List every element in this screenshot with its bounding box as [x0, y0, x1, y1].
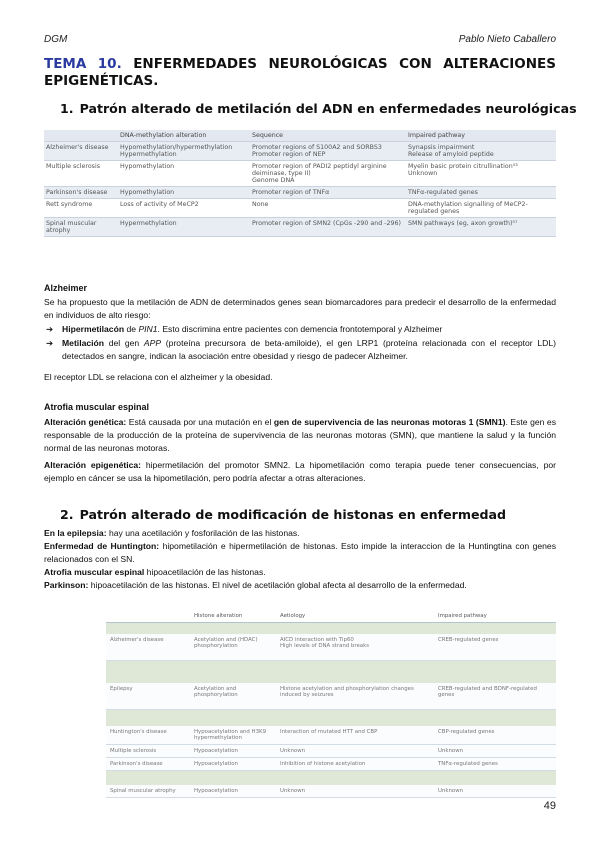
section2-title: Patrón alterado de modificación de histonas en enfermedad: [79, 507, 507, 522]
table-cell: Hypoacetylation: [190, 745, 276, 758]
hist-text: hipoacetilación de las histonas. El nivel de acetilación global afecta al desarrollo de la enfermedad.: [88, 580, 467, 590]
histone-line-huntington: [44, 540, 556, 566]
table-cell: Unknown: [276, 745, 434, 758]
table-cell: Spinal muscular atrophy: [106, 785, 190, 798]
alzheimer-heading: Alzheimer: [44, 283, 88, 293]
ame-genetic-text: . Este gen es responsable de la producción de la proteína de supervivencia de las neuronas motoras (SMN), que mantiene la salud y la función normal de las neuronas motoras.: [44, 417, 556, 453]
section1-number: 1.: [60, 101, 74, 116]
table-cell: Acetylation and (HDAC) phosphorylation: [190, 634, 276, 661]
table-cell: CREB-regulated and BDNF-regulated genes: [434, 683, 556, 710]
table2-header: Impaired pathway: [434, 610, 556, 623]
table-cell: Parkinson's disease: [106, 758, 190, 771]
table2-header: Aetiology: [276, 610, 434, 623]
table-cell: Hypoacetylation: [190, 758, 276, 771]
list-item: [46, 337, 556, 363]
bullet2-text: (proteína precursora de beta-amiloide), el gen LRP1 (proteína relacionada con el receptor LDL) detectados en sangre, indican la asociación entre obesidad y riesgo de padecer Alzheimer.: [62, 338, 556, 361]
table-cell: Multiple sclerosis: [106, 745, 190, 758]
table1-header: Sequence: [250, 130, 406, 142]
ame-epigenetic-text: hipermetilación del promotor SMN2. La hipometilación como terapia puede tener consecuencias, por ejemplo en cáncer se usa la hipometilación, pero podría afectar a otras alteraciones.: [44, 460, 556, 483]
table-row: [106, 634, 556, 661]
section1-title: Patrón alterado de metilación del ADN en enfermedades neurológicas: [79, 101, 577, 116]
table-cell: Loss of activity of MeCP2: [120, 201, 199, 208]
arrow-icon: ➔: [46, 324, 54, 334]
table1-header: Impaired pathway: [406, 130, 556, 142]
bullet1-text: . Esto discrimina entre pacientes con demencia frontotemporal y Alzheimer: [157, 324, 443, 334]
table-row: [44, 218, 556, 237]
table-cell: Parkinson's disease: [44, 187, 118, 199]
table-row: [106, 745, 556, 758]
ame-genetic-paragraph: [44, 416, 556, 455]
hist-label: En la epilepsia:: [44, 528, 107, 538]
ame-genetic-text: Está causada por una mutación en el: [126, 417, 274, 427]
ame-heading: Atrofia muscular espinal: [44, 402, 150, 412]
table-band: [106, 710, 556, 727]
table-cell: Promoter region of SMN2 (CpGs -290 and -296): [250, 218, 406, 237]
table1-header: [44, 130, 118, 142]
table-cell: Histone acetylation and phosphorylation changes induced by seizures: [276, 683, 434, 710]
table-band: [106, 771, 556, 786]
table-row: [106, 785, 556, 798]
title-line1: ENFERMEDADES NEUROLÓGICAS CON ALTERACIONES: [133, 56, 556, 72]
table-cell: Hypomethylation: [118, 187, 250, 199]
table-cell: Hypermethylation: [118, 218, 250, 237]
table-row: [44, 161, 556, 187]
table-cell: Multiple sclerosis: [46, 163, 100, 170]
table-cell: Unknown: [434, 785, 556, 798]
arrow-icon: ➔: [46, 338, 54, 348]
table-cell: DNA-methylation signalling of MeCP2-regulated genes: [408, 201, 528, 215]
table-cell: Epilepsy: [106, 683, 190, 710]
table-cell: Unknown: [434, 745, 556, 758]
section1-heading: [60, 101, 577, 116]
table2-header: Histone alteration: [190, 610, 276, 623]
list-item: [46, 323, 556, 336]
title-line2: EPIGENÉTICAS.: [44, 73, 159, 89]
table-cell: Hypomethylation: [120, 163, 175, 170]
table2-header: [106, 610, 190, 623]
header-left: DGM: [44, 34, 68, 45]
table-cell: Interaction of mutated HTT and CBP: [276, 726, 434, 745]
page-title: [44, 56, 556, 90]
bullet1-bold: Hipermetilacón: [62, 324, 125, 334]
header-right: Pablo Nieto Caballero: [458, 34, 556, 45]
table-cell: CREB-regulated genes: [434, 634, 556, 661]
section2-heading: [60, 507, 506, 522]
histone-line-epilepsy: [44, 527, 556, 540]
table-row: [106, 683, 556, 710]
alzheimer-closing: El receptor LDL se relaciona con el alzheimer y la obesidad.: [44, 372, 273, 382]
table-cell: Unknown: [276, 785, 434, 798]
table-cell: Synapsis impairment Release of amyloid peptide: [406, 142, 556, 161]
table-cell: CBP-regulated genes: [434, 726, 556, 745]
table-cell: SMN pathways (eg, axon growth)⁵⁷: [406, 218, 556, 237]
histone-paragraph: [44, 527, 556, 592]
ame-genetic-label: Alteración genética:: [44, 417, 127, 427]
table-cell: Myelin basic protein citrullination⁵³ Unknown: [408, 163, 518, 177]
table-cell: Promoter regions of S100A2 and SORBS3 Promoter region of NEP: [250, 142, 406, 161]
table-row: [106, 726, 556, 745]
bullet2-text: del gen: [104, 338, 144, 348]
bullet1-gene: PIN1: [138, 324, 158, 334]
table-cell: Alzheimer's disease: [44, 142, 118, 161]
table-row: [44, 199, 556, 218]
table-cell: TNFα-regulated genes: [434, 758, 556, 771]
histone-modification-table: [106, 610, 556, 798]
table-cell: Hypoacetylation: [190, 785, 276, 798]
table-band: [106, 623, 556, 635]
table-cell: Huntington's disease: [106, 726, 190, 745]
bullet1-text: de: [124, 324, 139, 334]
ame-epigenetic-label: Alteración epigenética:: [44, 460, 142, 470]
page-number: 49: [543, 800, 556, 812]
table-cell: Alzheimer's disease: [106, 634, 190, 661]
tema-label: TEMA 10.: [44, 56, 122, 72]
table-band: [106, 661, 556, 684]
bullet2-gene: APP: [143, 338, 162, 348]
table-cell: None: [252, 201, 269, 208]
table-row: [44, 187, 556, 199]
table-cell: AICD interaction with Tip60 High levels of DNA strand breaks: [276, 634, 434, 661]
hist-label: Parkinson:: [44, 580, 89, 590]
hist-text: hipometilación e hipermetilación de histonas. Esto impide la interaccion de la Huntingtina con genes relacionados con el SN.: [44, 541, 556, 564]
hist-label: Enfermedad de Huntington:: [44, 541, 160, 551]
hist-text: hipoacetilación de las histonas.: [144, 567, 266, 577]
alzheimer-paragraph: Se ha propuesto que la metilación de ADN de determinados genes sean biomarcadores para predecir el desarrollo de la enfermedad en individuos de alto riesgo:: [44, 297, 556, 320]
histone-line-ame: [44, 566, 556, 579]
hist-label: Atrofia muscular espinal: [44, 567, 145, 577]
table-cell: Hypomethylation/hypermethylation Hypermethylation: [118, 142, 250, 161]
table-cell: TNFα-regulated genes: [406, 187, 556, 199]
table-cell: Hypoacetylation and H3K9 hypermethylation: [190, 726, 276, 745]
table-cell: Acetylation and phosphorylation: [190, 683, 276, 710]
table-cell: Promoter region of TNFα: [250, 187, 406, 199]
ame-gene-name: gen de supervivencia de las neuronas motoras 1 (SMN1): [273, 417, 506, 427]
table-cell: Inhibition of histone acetylation: [276, 758, 434, 771]
section2-number: 2.: [60, 507, 74, 522]
table-cell: Spinal muscular atrophy: [44, 218, 118, 237]
table-row: [44, 142, 556, 161]
bullet2-bold: Metilación: [62, 338, 105, 348]
table-cell: Promoter region of PADI2 peptidyl arginine deiminase, type II) Genome DNA: [252, 163, 387, 184]
table1-header: DNA-methylation alteration: [118, 130, 250, 142]
histone-line-parkinson: [44, 579, 556, 592]
table-cell: Rett syndrome: [46, 201, 93, 208]
dna-methylation-table: [44, 130, 556, 237]
ame-epigenetic-paragraph: [44, 459, 556, 485]
hist-text: hay una acetilación y fosforilación de las histonas.: [106, 528, 300, 538]
table-row: [106, 758, 556, 771]
